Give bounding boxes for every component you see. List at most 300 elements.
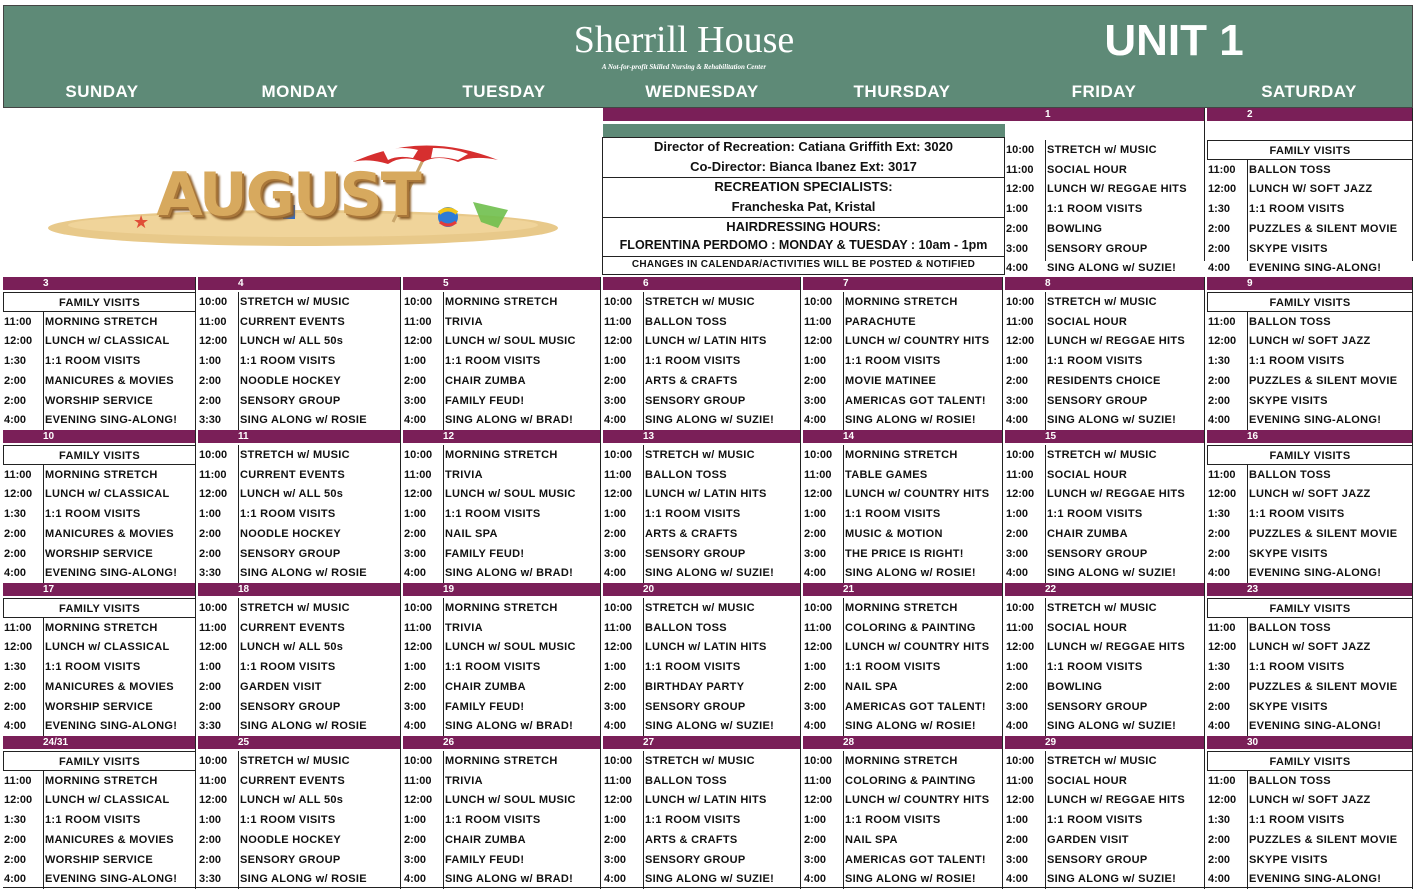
family-visits-label: FAMILY VISITS — [3, 751, 196, 771]
activity-time: 10:00 — [1006, 449, 1035, 461]
activity-time: 2:00 — [4, 374, 27, 387]
family-visits-label: FAMILY VISITS — [1207, 140, 1413, 160]
time-column-divider — [238, 292, 239, 430]
cell-border — [195, 430, 196, 583]
activity-name: MORNING STRETCH — [845, 602, 958, 614]
time-column-divider — [43, 312, 44, 430]
specialists-names: Francheska Pat, Kristal — [731, 199, 876, 214]
activity-name: LUNCH w/ SOFT JAZZ — [1249, 335, 1371, 348]
activity-name: FAMILY FEUD! — [445, 394, 525, 407]
activity-name: EVENING SING-ALONG! — [1249, 414, 1382, 427]
activity-time: 2:00 — [199, 853, 222, 866]
activity-time: 1:00 — [404, 814, 427, 827]
unit-title: UNIT 1 — [1104, 16, 1244, 65]
activity-time: 2:00 — [4, 547, 27, 560]
day-cell-monday — [198, 583, 401, 736]
activity-name: FAMILY FEUD! — [445, 700, 525, 713]
activity-name: 1:1 ROOM VISITS — [845, 661, 941, 674]
activity-name: NAIL SPA — [845, 680, 898, 693]
activity-row — [1207, 790, 1413, 810]
activity-name: AMERICAS GOT TALENT! — [845, 853, 986, 866]
activity-row — [603, 484, 801, 504]
activity-row — [198, 331, 401, 351]
activity-time: 4:00 — [4, 720, 27, 733]
time-column-divider — [843, 445, 844, 583]
activity-name: 1:1 ROOM VISITS — [1047, 355, 1143, 368]
activity-row — [603, 544, 801, 564]
activity-row — [3, 790, 196, 810]
activity-time: 10:00 — [1006, 144, 1035, 156]
activity-name: COLORING & PAINTING — [845, 621, 976, 634]
activity-name: SING ALONG w/ ROSIE — [240, 720, 367, 733]
activity-name: WORSHIP SERVICE — [45, 547, 154, 560]
activity-row — [3, 410, 196, 430]
activity-time: 10:00 — [804, 449, 833, 461]
activity-row — [403, 657, 601, 677]
activity-row — [1005, 771, 1205, 791]
activity-name: LUNCH w/ REGGAE HITS — [1047, 794, 1186, 807]
activity-name: LUNCH w/ COUNTRY HITS — [845, 335, 990, 348]
activity-time: 1:00 — [199, 508, 222, 521]
activity-time: 4:00 — [604, 873, 627, 886]
activity-row — [3, 810, 196, 830]
activity-name: 1:1 ROOM VISITS — [1249, 508, 1345, 521]
activity-row — [1005, 465, 1205, 485]
activity-row — [803, 677, 1003, 697]
activity-row — [403, 618, 601, 638]
activity-name: 1:1 ROOM VISITS — [1047, 814, 1143, 827]
activity-time: 1:00 — [404, 661, 427, 674]
activity-name: EVENING SING-ALONG! — [45, 720, 178, 733]
activity-row — [403, 716, 601, 736]
specialists-title: RECREATION SPECIALISTS: — [714, 179, 893, 194]
cell-border — [195, 736, 196, 889]
date-number: 9 — [1207, 277, 1413, 290]
activity-name: 1:1 ROOM VISITS — [240, 814, 336, 827]
activity-name: 1:1 ROOM VISITS — [845, 508, 941, 521]
activity-name: STRETCH w/ MUSIC — [240, 602, 350, 614]
day-cell-friday — [1005, 736, 1205, 889]
activity-name: SING ALONG w/ SUZIE! — [1047, 262, 1177, 275]
activity-row — [1005, 484, 1205, 504]
date-number: 8 — [1005, 277, 1205, 290]
activity-name: BALLON TOSS — [645, 621, 727, 634]
time-column-divider — [238, 751, 239, 889]
day-cell-sunday — [3, 736, 196, 889]
activity-time: 2:00 — [1208, 853, 1231, 866]
activity-row — [198, 618, 401, 638]
activity-row — [603, 771, 801, 791]
activity-time: 11:00 — [404, 621, 432, 634]
activity-name: PUZZLES & SILENT MOVIE — [1249, 527, 1398, 540]
activity-name: 1:1 ROOM VISITS — [240, 508, 336, 521]
activity-name: MOVIE MATINEE — [845, 374, 937, 387]
activity-row — [403, 850, 601, 870]
cell-border — [195, 277, 196, 430]
activity-row — [3, 697, 196, 717]
time-column-divider — [43, 771, 44, 889]
activity-time: 11:00 — [1006, 621, 1034, 634]
activity-name: SING ALONG w/ SUZIE! — [1047, 567, 1177, 580]
cell-border — [800, 736, 801, 889]
activity-name: GARDEN VISIT — [1047, 833, 1129, 846]
info-top-bar — [603, 108, 1005, 121]
day-cell-wednesday — [603, 736, 801, 889]
activity-time: 11:00 — [604, 774, 632, 787]
activity-name: TRIVIA — [445, 468, 483, 481]
activity-name: BALLON TOSS — [645, 468, 727, 481]
activity-row — [803, 391, 1003, 411]
activity-row — [603, 524, 801, 544]
activity-time: 11:00 — [404, 315, 432, 328]
activity-row — [803, 790, 1003, 810]
activity-time: 4:00 — [4, 414, 27, 427]
date-number: 11 — [198, 430, 401, 443]
activity-time: 1:30 — [1208, 661, 1231, 674]
day-header-friday: FRIDAY — [1071, 82, 1137, 101]
activity-row — [1207, 677, 1413, 697]
activity-time: 12:00 — [4, 488, 33, 501]
date-number: 14 — [803, 430, 1003, 443]
activity-time: 12:00 — [199, 641, 228, 654]
activity-time: 11:00 — [404, 774, 432, 787]
activity-time: 2:00 — [604, 527, 627, 540]
activity-time: 11:00 — [404, 468, 432, 481]
activity-time: 12:00 — [199, 488, 228, 501]
activity-name: MORNING STRETCH — [45, 468, 158, 481]
activity-name: STRETCH w/ MUSIC — [1047, 755, 1157, 767]
activity-time: 10:00 — [804, 296, 833, 308]
activity-name: CHAIR ZUMBA — [445, 833, 526, 846]
activity-time: 1:00 — [804, 661, 827, 674]
activity-row — [1005, 524, 1205, 544]
activity-time: 4:00 — [404, 567, 427, 580]
time-column-divider — [1045, 445, 1046, 583]
activity-time: 3:00 — [604, 394, 627, 407]
activity-name: EVENING SING-ALONG! — [1249, 262, 1382, 275]
activity-time: 2:00 — [404, 833, 427, 846]
activity-row — [3, 637, 196, 657]
activity-time: 1:30 — [1208, 814, 1231, 827]
activity-name: 1:1 ROOM VISITS — [1249, 814, 1345, 827]
activity-time: 3:00 — [804, 700, 827, 713]
activity-row — [1207, 850, 1413, 870]
activity-row — [1207, 258, 1413, 278]
time-column-divider — [643, 598, 644, 736]
activity-row — [1005, 504, 1205, 524]
activity-time: 10:00 — [199, 296, 228, 308]
activity-time: 1:30 — [4, 814, 27, 827]
activity-time: 10:00 — [804, 602, 833, 614]
activity-name: SKYPE VISITS — [1249, 242, 1328, 255]
cell-border — [1002, 430, 1003, 583]
time-column-divider — [43, 618, 44, 736]
activity-time: 4:00 — [804, 414, 827, 427]
activity-name: TRIVIA — [445, 621, 483, 634]
day-header-tuesday: TUESDAY — [462, 82, 546, 101]
activity-name: LUNCH w/ CLASSICAL — [45, 641, 170, 654]
activity-name: FAMILY FEUD! — [445, 853, 525, 866]
activity-time: 3:00 — [1006, 242, 1029, 255]
activity-row — [1207, 219, 1413, 239]
activity-row — [1207, 465, 1413, 485]
activity-name: 1:1 ROOM VISITS — [445, 814, 541, 827]
activity-time: 12:00 — [199, 335, 228, 348]
activity-time: 2:00 — [4, 527, 27, 540]
activity-row — [803, 716, 1003, 736]
activity-name: EVENING SING-ALONG! — [45, 414, 178, 427]
activity-name: STRETCH w/ MUSIC — [1047, 296, 1157, 308]
activity-row — [1207, 371, 1413, 391]
activity-row — [803, 771, 1003, 791]
activity-time: 11:00 — [1006, 468, 1034, 481]
activity-row — [1005, 598, 1205, 618]
time-column-divider — [643, 292, 644, 430]
cell-border — [800, 277, 801, 430]
activity-time: 11:00 — [1208, 315, 1236, 328]
activity-name: ARTS & CRAFTS — [645, 833, 738, 846]
activity-name: MANICURES & MOVIES — [45, 680, 174, 693]
activity-row — [1005, 657, 1205, 677]
activity-row — [198, 751, 401, 771]
activity-name: SKYPE VISITS — [1249, 547, 1328, 560]
activity-name: CHAIR ZUMBA — [1047, 527, 1128, 540]
day-cell-sunday — [3, 277, 196, 430]
activity-time: 3:30 — [199, 720, 222, 733]
activity-time: 12:00 — [1208, 335, 1237, 348]
activity-time: 4:00 — [404, 873, 427, 886]
activity-name: 1:1 ROOM VISITS — [645, 661, 741, 674]
activity-row — [3, 312, 196, 332]
activity-row — [1207, 618, 1413, 638]
activity-time: 4:00 — [804, 720, 827, 733]
activity-time: 12:00 — [604, 488, 633, 501]
family-visits-label: FAMILY VISITS — [3, 292, 196, 312]
date-number: 29 — [1005, 736, 1205, 749]
activity-row — [198, 677, 401, 697]
activity-row — [3, 331, 196, 351]
activity-row — [3, 465, 196, 485]
activity-name: MANICURES & MOVIES — [45, 833, 174, 846]
activity-row — [1005, 258, 1205, 278]
activity-time: 1:00 — [1006, 355, 1029, 368]
activity-time: 12:00 — [804, 335, 833, 348]
cell-border — [195, 583, 196, 736]
activity-time: 12:00 — [404, 641, 433, 654]
activity-row — [603, 292, 801, 312]
family-visits-label: FAMILY VISITS — [1207, 445, 1413, 465]
activity-row — [803, 351, 1003, 371]
activity-row — [1207, 563, 1413, 583]
activity-row — [3, 524, 196, 544]
activity-name: STRETCH w/ MUSIC — [240, 449, 350, 461]
activity-row — [198, 563, 401, 583]
activity-row — [1005, 371, 1205, 391]
activity-row — [403, 751, 601, 771]
activity-time: 11:00 — [1006, 163, 1034, 176]
cell-border — [1002, 583, 1003, 736]
activity-row — [1005, 140, 1205, 160]
activity-name: ARTS & CRAFTS — [645, 527, 738, 540]
day-cell-saturday — [1207, 430, 1413, 583]
activity-row — [1005, 751, 1205, 771]
activity-name: BALLON TOSS — [1249, 621, 1331, 634]
activity-time: 1:30 — [1208, 508, 1231, 521]
director-text: Director of Recreation: Catiana Griffith Ext: 3020 — [653, 139, 954, 154]
activity-name: MORNING STRETCH — [445, 296, 558, 308]
activity-name: 1:1 ROOM VISITS — [445, 508, 541, 521]
activity-time: 2:00 — [1208, 527, 1231, 540]
activity-time: 3:00 — [604, 547, 627, 560]
activity-row — [1005, 716, 1205, 736]
activity-name: BALLON TOSS — [645, 315, 727, 328]
activity-name: WORSHIP SERVICE — [45, 394, 154, 407]
day-cell-monday — [198, 736, 401, 889]
time-column-divider — [443, 598, 444, 736]
activity-row — [403, 410, 601, 430]
day-cell-thursday — [803, 736, 1003, 889]
activity-name: CURRENT EVENTS — [240, 774, 346, 787]
activity-time: 11:00 — [199, 621, 227, 634]
activity-time: 10:00 — [604, 449, 633, 461]
activity-name: 1:1 ROOM VISITS — [1249, 203, 1345, 216]
activity-time: 11:00 — [4, 621, 32, 634]
activity-row — [1005, 850, 1205, 870]
activity-time: 4:00 — [4, 873, 27, 886]
activity-name: 1:1 ROOM VISITS — [45, 355, 141, 368]
activity-time: 12:00 — [1006, 488, 1035, 501]
activity-name: SENSORY GROUP — [1047, 242, 1148, 255]
activity-name: LUNCH w/ ALL 50s — [240, 794, 344, 807]
activity-name: CURRENT EVENTS — [240, 468, 346, 481]
activity-row — [1207, 504, 1413, 524]
date-number: 5 — [403, 277, 601, 290]
activity-time: 2:00 — [1208, 700, 1231, 713]
activity-row — [1005, 618, 1205, 638]
activity-row — [803, 850, 1003, 870]
activity-row — [1207, 312, 1413, 332]
activity-name: SING ALONG w/ ROSIE! — [845, 414, 976, 427]
activity-name: MANICURES & MOVIES — [45, 374, 174, 387]
activity-row — [198, 771, 401, 791]
activity-name: 1:1 ROOM VISITS — [645, 355, 741, 368]
activity-row — [403, 598, 601, 618]
activity-row — [803, 637, 1003, 657]
activity-time: 1:30 — [1208, 203, 1231, 216]
activity-time: 2:00 — [1208, 833, 1231, 846]
activity-time: 11:00 — [604, 621, 632, 634]
org-subtitle: A Not-for-profit Skilled Nursing & Rehabilitation Center — [601, 63, 767, 71]
activity-name: LUNCH w/ LATIN HITS — [645, 794, 767, 807]
activity-row — [1207, 637, 1413, 657]
family-visits-label: FAMILY VISITS — [1207, 598, 1413, 618]
day-cell-saturday — [1207, 736, 1413, 889]
activity-name: SENSORY GROUP — [645, 853, 746, 866]
hair-hours: FLORENTINA PERDOMO : MONDAY & TUESDAY : 10am - 1pm — [619, 238, 988, 252]
activity-time: 2:00 — [604, 833, 627, 846]
activity-name: TRIVIA — [445, 774, 483, 787]
activity-name: CURRENT EVENTS — [240, 621, 346, 634]
date-number: 10 — [3, 430, 196, 443]
activity-time: 2:00 — [1208, 680, 1231, 693]
cell-border — [1204, 430, 1205, 583]
activity-name: LUNCH w/ LATIN HITS — [645, 488, 767, 501]
activity-row — [1005, 637, 1205, 657]
activity-time: 3:00 — [404, 547, 427, 560]
activity-row — [603, 850, 801, 870]
activity-row — [1207, 391, 1413, 411]
activity-time: 12:00 — [604, 335, 633, 348]
activity-time: 12:00 — [1208, 794, 1237, 807]
activity-name: BALLON TOSS — [1249, 774, 1331, 787]
activity-name: SING ALONG w/ ROSIE! — [845, 873, 976, 886]
activity-row — [1005, 677, 1205, 697]
activity-time: 4:00 — [804, 567, 827, 580]
activity-name: LUNCH w/ ALL 50s — [240, 488, 344, 501]
date-number: 3 — [3, 277, 196, 290]
activity-time: 2:00 — [1208, 222, 1231, 235]
time-column-divider — [1045, 292, 1046, 430]
time-column-divider — [1247, 771, 1248, 889]
activity-name: BALLON TOSS — [1249, 315, 1331, 328]
activity-time: 12:00 — [4, 794, 33, 807]
activity-time: 3:00 — [804, 853, 827, 866]
activity-time: 10:00 — [404, 755, 433, 767]
activity-time: 10:00 — [604, 755, 633, 767]
date-number: 21 — [803, 583, 1003, 596]
activity-name: CURRENT EVENTS — [240, 315, 346, 328]
activity-name: SING ALONG w/ SUZIE! — [645, 720, 775, 733]
activity-time: 3:00 — [1006, 700, 1029, 713]
activity-time: 11:00 — [804, 315, 832, 328]
activity-time: 10:00 — [404, 602, 433, 614]
notice-text: CHANGES IN CALENDAR/ACTIVITIES WILL BE POSTED & NOTIFIED — [631, 259, 976, 270]
activity-row — [1207, 810, 1413, 830]
activity-row — [1005, 810, 1205, 830]
activity-time: 2:00 — [4, 853, 27, 866]
activity-time: 11:00 — [1208, 621, 1236, 634]
activity-row — [603, 697, 801, 717]
activity-row — [603, 391, 801, 411]
activity-time: 4:00 — [604, 720, 627, 733]
activity-name: SENSORY GROUP — [240, 853, 341, 866]
activity-row — [403, 524, 601, 544]
activity-row — [603, 657, 801, 677]
day-cell-wednesday — [603, 430, 801, 583]
time-column-divider — [843, 598, 844, 736]
activity-row — [403, 445, 601, 465]
activity-name: SKYPE VISITS — [1249, 853, 1328, 866]
activity-name: BOWLING — [1047, 222, 1103, 235]
activity-name: 1:1 ROOM VISITS — [645, 508, 741, 521]
activity-time: 3:30 — [199, 873, 222, 886]
activity-row — [1005, 697, 1205, 717]
activity-time: 11:00 — [1208, 468, 1236, 481]
activity-name: SENSORY GROUP — [645, 700, 746, 713]
activity-row — [198, 598, 401, 618]
activity-name: SENSORY GROUP — [645, 394, 746, 407]
activity-name: LUNCH w/ REGGAE HITS — [1047, 641, 1186, 654]
cell-border — [400, 583, 401, 736]
activity-name: 1:1 ROOM VISITS — [240, 661, 336, 674]
activity-row — [603, 598, 801, 618]
family-visits-label: FAMILY VISITS — [1207, 292, 1413, 312]
activity-time: 2:00 — [604, 680, 627, 693]
activity-time: 4:00 — [604, 567, 627, 580]
activity-row — [198, 790, 401, 810]
activity-row — [1207, 199, 1413, 219]
day-cell-wednesday — [603, 583, 801, 736]
